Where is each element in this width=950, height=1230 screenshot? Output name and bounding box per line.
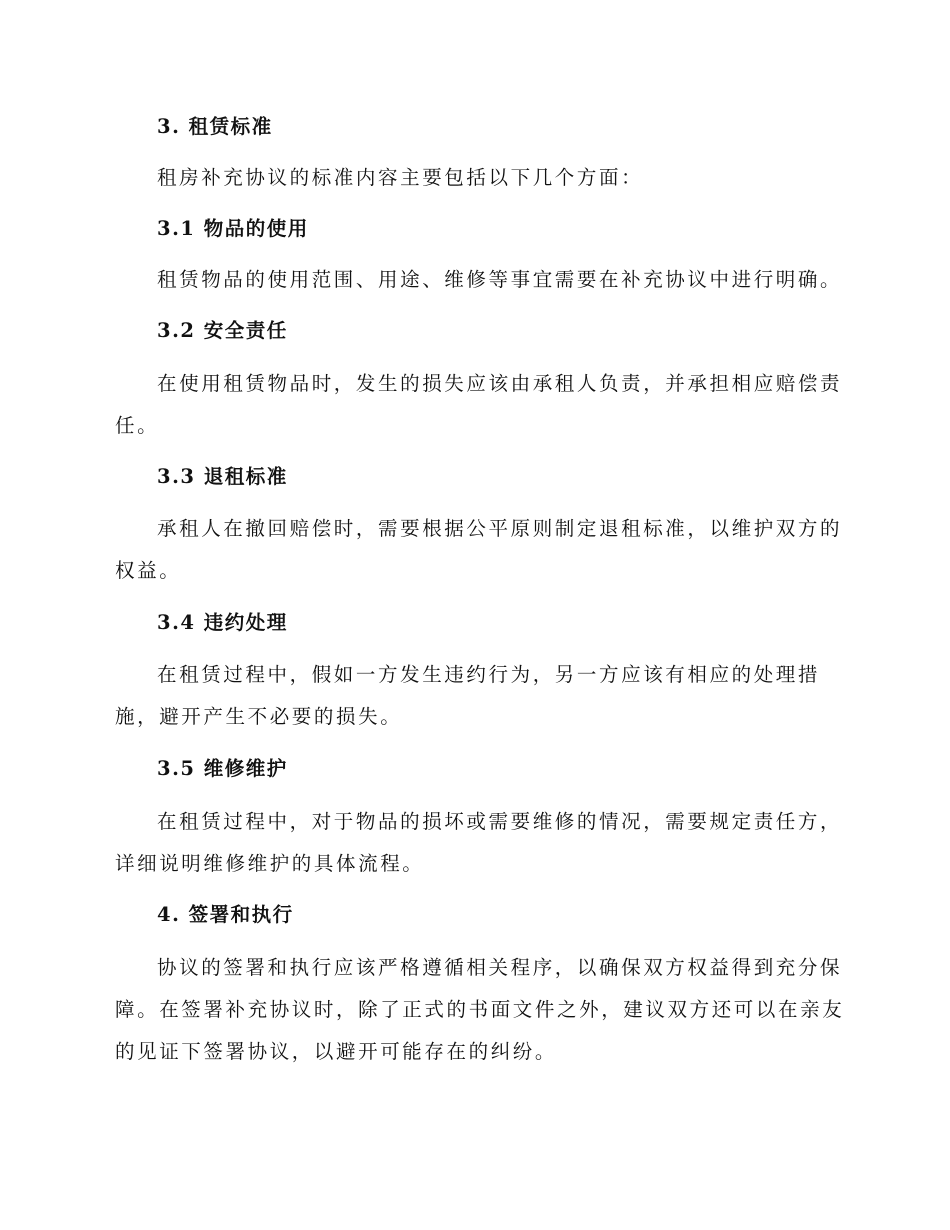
paragraph-line: 在租赁过程中，假如一方发生违约行为，另一方应该有相应的处理措	[157, 663, 821, 686]
section-heading-3-3: 3.3 退租标准	[157, 465, 288, 488]
paragraph-line: 权益。	[115, 559, 182, 582]
paragraph-line: 详细说明维修维护的具体流程。	[115, 852, 425, 875]
section-heading-3-1: 3.1 物品的使用	[157, 217, 309, 240]
paragraph-line: 租房补充协议的标准内容主要包括以下几个方面：	[157, 166, 644, 189]
section-heading-3: 3. 租赁标准	[157, 115, 273, 138]
paragraph-line: 租赁物品的使用范围、用途、维修等事宜需要在补充协议中进行明确。	[157, 268, 843, 291]
section-heading-4: 4. 签署和执行	[157, 903, 294, 926]
section-heading-3-2: 3.2 安全责任	[157, 319, 288, 342]
paragraph-line: 施，避开产生不必要的损失。	[115, 705, 403, 728]
paragraph-line: 任。	[115, 414, 160, 437]
paragraph-line: 的见证下签署协议，以避开可能存在的纠纷。	[115, 1040, 558, 1063]
paragraph-line: 承租人在撤回赔偿时，需要根据公平原则制定退租标准，以维护双方的	[157, 517, 843, 540]
section-heading-3-5: 3.5 维修维护	[157, 757, 288, 780]
paragraph-line: 障。在签署补充协议时，除了正式的书面文件之外，建议双方还可以在亲友	[115, 998, 845, 1021]
section-heading-3-4: 3.4 违约处理	[157, 611, 288, 634]
paragraph-line: 在租赁过程中，对于物品的损坏或需要维修的情况，需要规定责任方，	[157, 810, 843, 833]
paragraph-line: 在使用租赁物品时，发生的损失应该由承租人负责，并承担相应赔偿责	[157, 372, 843, 395]
paragraph-line: 协议的签署和执行应该严格遵循相关程序，以确保双方权益得到充分保	[157, 956, 843, 979]
